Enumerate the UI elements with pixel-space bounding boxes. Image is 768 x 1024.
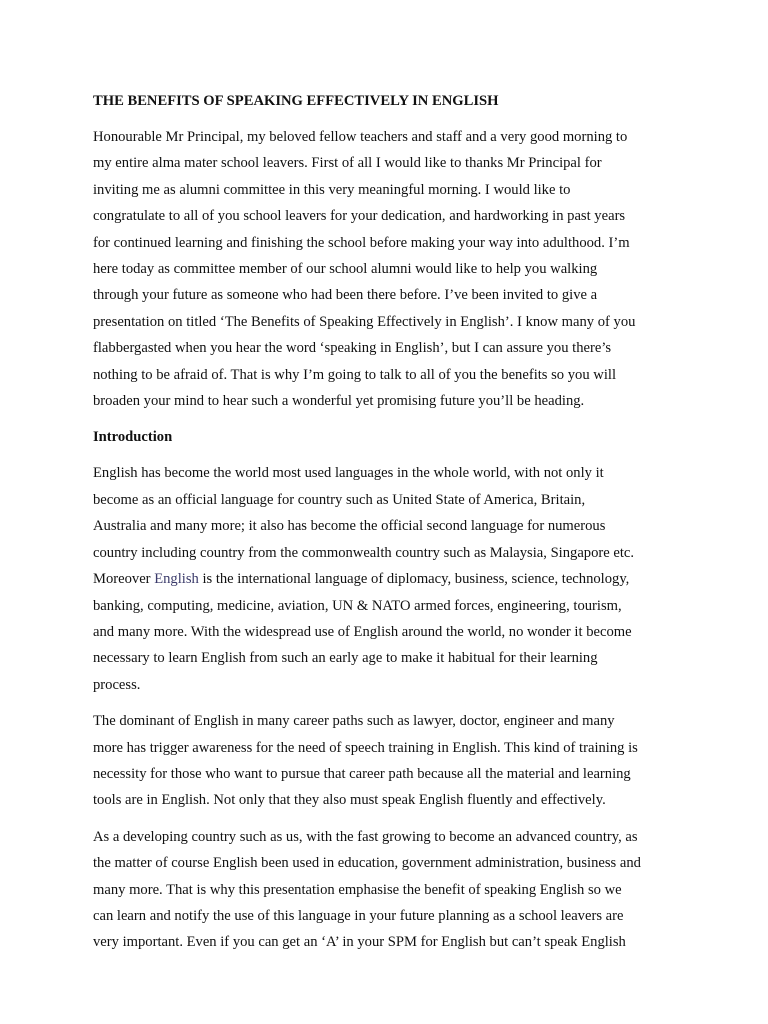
paragraph-line: banking, computing, medicine, aviation, UN & NATO armed forces, engineering, tourism, bbox=[93, 597, 622, 614]
paragraph-line: for continued learning and finishing the school before making your way into adulthood. I’m bbox=[93, 234, 630, 251]
paragraph-line: broaden your mind to hear such a wonderful yet promising future you’ll be heading. bbox=[93, 393, 585, 410]
document-title: THE BENEFITS OF SPEAKING EFFECTIVELY IN ENGLISH bbox=[93, 93, 499, 109]
paragraph-line: process. bbox=[93, 676, 141, 693]
paragraph-line: and many more. With the widespread use of English around the world, no wonder it become bbox=[93, 623, 632, 640]
paragraph-line: flabbergasted when you hear the word ‘speaking in English’, but I can assure you there’s bbox=[93, 340, 612, 357]
document-body bbox=[93, 88, 693, 966]
paragraph-line: Australia and many more; it also has become the official second language for numerous bbox=[93, 518, 606, 535]
paragraph-line: congratulate to all of you school leavers for your dedication, and hardworking in past years bbox=[93, 208, 626, 225]
opening-paragraph bbox=[93, 124, 693, 414]
paragraph-line: As a developing country such as us, with the fast growing to become an advanced country, as bbox=[93, 828, 638, 845]
line-text: Moreover bbox=[93, 571, 155, 588]
paragraph-line: English has become the world most used languages in the whole world, with not only it bbox=[93, 465, 604, 482]
paragraph-line bbox=[93, 566, 693, 592]
paragraph-line: through your future as someone who had been there before. I’ve been invited to give a bbox=[93, 287, 598, 304]
paragraph-line: can learn and notify the use of this language in your future planning as a school leavers are bbox=[93, 907, 624, 924]
paragraph-line: necessary to learn English from such an early age to make it habitual for their learning bbox=[93, 650, 598, 667]
paragraph-line: more has trigger awareness for the need of speech training in English. This kind of training is bbox=[93, 739, 638, 756]
paragraph-line: many more. That is why this presentation emphasise the benefit of speaking English so we bbox=[93, 881, 622, 898]
english-link[interactable]: English bbox=[154, 571, 199, 588]
paragraph-line: inviting me as alumni committee in this very meaningful morning. I would like to bbox=[93, 181, 571, 198]
section-heading-introduction: Introduction bbox=[93, 429, 173, 446]
paragraph-line: Honourable Mr Principal, my beloved fellow teachers and staff and a very good morning to bbox=[93, 129, 628, 145]
career-paragraph bbox=[93, 708, 693, 814]
paragraph-line: country including country from the commonwealth country such as Malaysia, Singapore etc. bbox=[93, 544, 635, 561]
developing-country-paragraph bbox=[93, 824, 693, 956]
paragraph-line: very important. Even if you can get an ‘A’ in your SPM for English but can’t speak English bbox=[93, 934, 626, 951]
paragraph-line: The dominant of English in many career paths such as lawyer, doctor, engineer and many bbox=[93, 713, 615, 730]
paragraph-line: the matter of course English been used in education, government administration, business and bbox=[93, 855, 641, 872]
introduction-paragraph bbox=[93, 460, 693, 698]
paragraph-line: presentation on titled ‘The Benefits of Speaking Effectively in English’. I know many of you bbox=[93, 313, 636, 330]
paragraph-line: tools are in English. Not only that they also must speak English fluently and effectively. bbox=[93, 792, 606, 809]
paragraph-line: nothing to be afraid of. That is why I’m going to talk to all of you the benefits so you will bbox=[93, 366, 616, 383]
paragraph-line: become as an official language for country such as United State of America, Britain, bbox=[93, 491, 586, 508]
paragraph-line: here today as committee member of our school alumni would like to help you walking bbox=[93, 261, 598, 278]
paragraph-line: my entire alma mater school leavers. First of all I would like to thanks Mr Principal for bbox=[93, 155, 602, 172]
line-text: is the international language of diplomacy, business, science, technology, bbox=[198, 571, 630, 588]
paragraph-line: necessity for those who want to pursue that career path because all the material and learning bbox=[93, 765, 631, 782]
